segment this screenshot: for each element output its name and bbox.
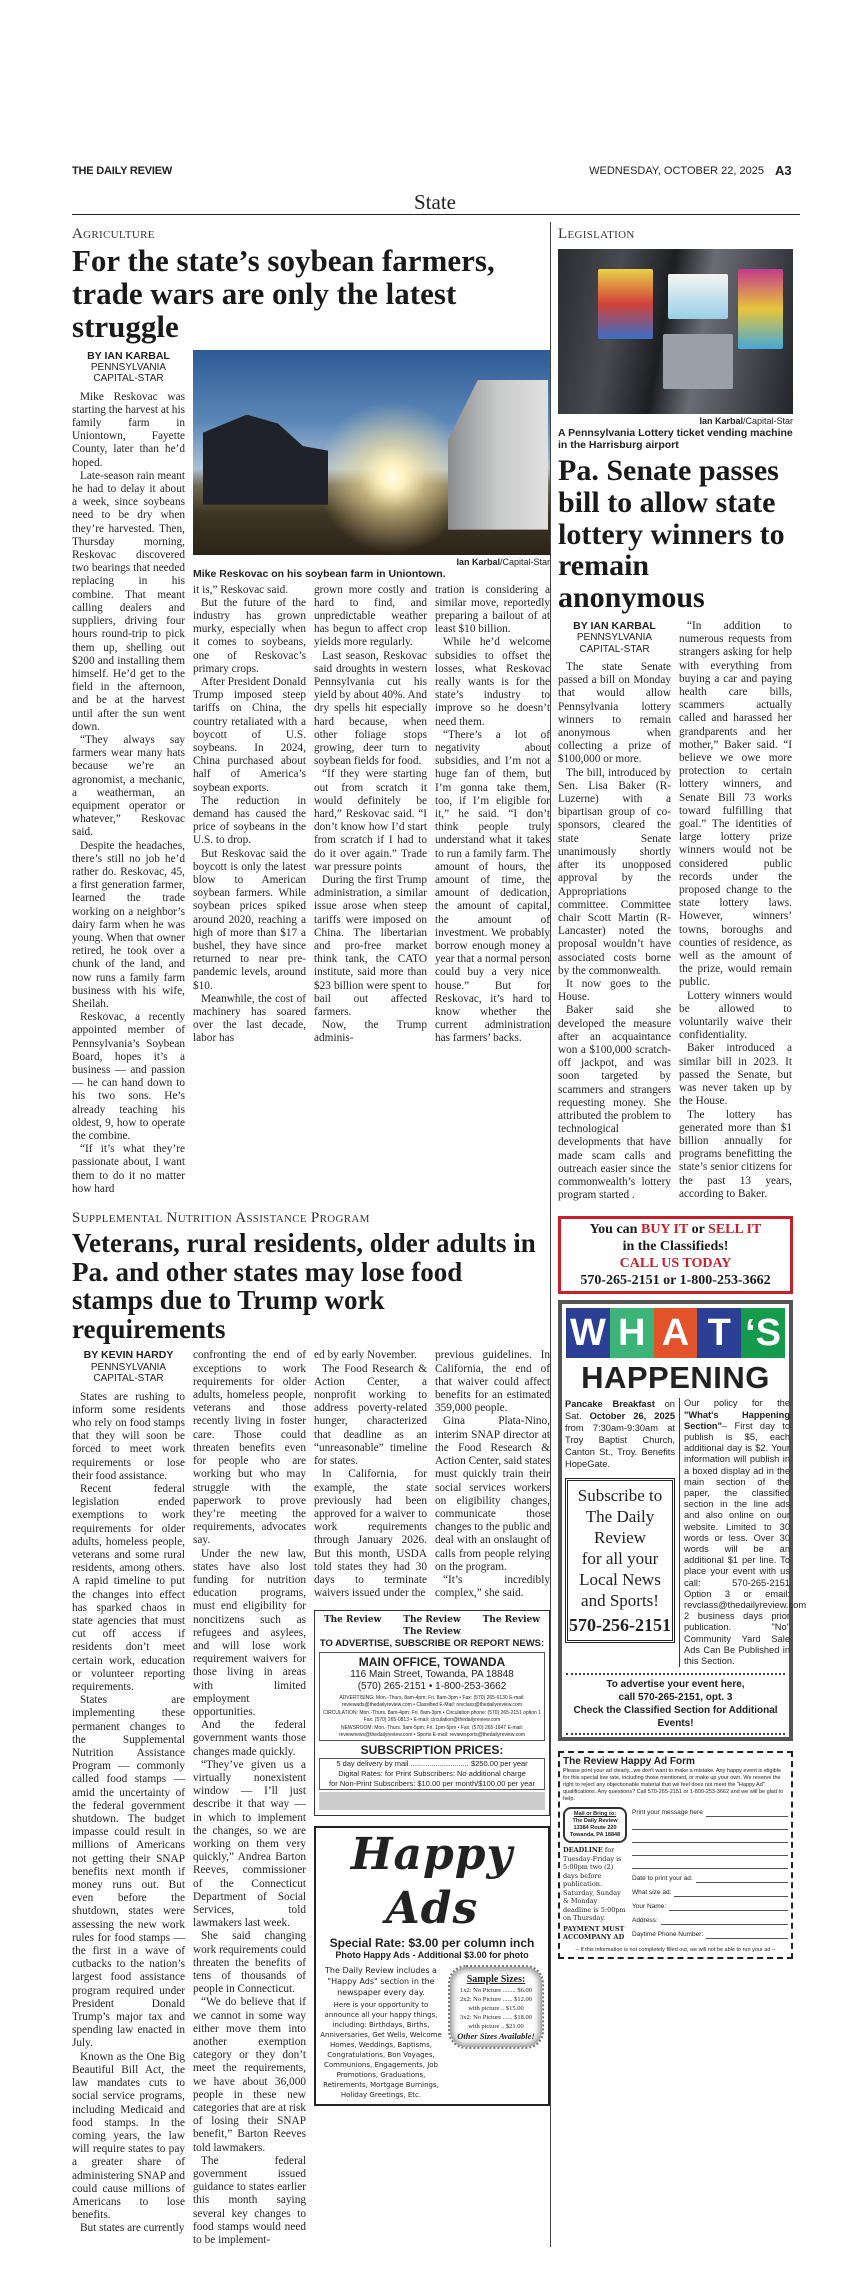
- paragraph: “We do believe that if we cannot in some way either move them into another exemption category or they don’t meet the requirements, we have about 36,000 people in these new categories that are at risk of losing their SNAP benefit,” Barton Reeves told lawmakers.: [193, 1996, 306, 2154]
- message-input[interactable]: [632, 1817, 788, 1830]
- footer-line: To advertise your event here,: [606, 1679, 745, 1691]
- snap-headline: Veterans, rural residents, older adults in Pa. and other states may lose food stamps due to Trump work requirements: [72, 1228, 536, 1344]
- date-input[interactable]: [696, 1875, 788, 1883]
- byline-affiliation: PENNSYLVANIA CAPITAL-STAR: [90, 1361, 167, 1385]
- paragraph: And the federal government wants those changes made quickly.: [193, 1719, 306, 1758]
- newsroom-info: NEWSROOM: Mon.-Thurs. 9am-5pm; Fri. 1pm-5pm • Fax: (570) 265-1647 E-mail: reviewnews@thedailyreview.com • Sports E-mail: reviewsports@thedailyreview.com: [338, 1725, 526, 1738]
- subscribe-ad: [565, 1478, 675, 1643]
- field-label: Print your message here: [632, 1809, 703, 1817]
- paragraph: She said changing work requirements could threaten the benefits of tens of thousands of people in Connecticut.: [193, 1930, 306, 1996]
- photo-caption: A Pennsylvania Lottery ticket vending machine in the Harrisburg airport: [558, 427, 793, 451]
- advertise-footer: [566, 1673, 785, 1735]
- paragraph: But the future of the industry has grown murky, especially when it comes to soybeans, one of Reskovac’s primary crops.: [193, 596, 306, 675]
- banner-text: The Review: [482, 1615, 541, 1626]
- article-column: [314, 1349, 427, 1600]
- paragraph: The state Senate passed a bill on Monday that would allow Pennsylvania lottery winners to remain anonymous when collecting a prize of $100,000 or more.: [558, 661, 671, 766]
- phone-input[interactable]: [706, 1931, 788, 1939]
- paragraph: States are rushing to inform some residents who rely on food stamps that they will soon be forced to meet work requirements or lose their food assistance.: [72, 1390, 185, 1482]
- policy-part: Our policy for the: [684, 1398, 790, 1409]
- photo-caption: Mike Reskovac on his soybean farm in Uniontown.: [193, 567, 446, 580]
- message-input[interactable]: [706, 1809, 788, 1817]
- ad-text: SELL IT: [708, 1222, 762, 1238]
- ad-phone: 570-265-2151 or 1-800-253-3662: [580, 1273, 771, 1289]
- soybean-farm-photo: [193, 350, 550, 555]
- snap-article: [72, 1349, 550, 2247]
- subscribe-line: and Sports!: [581, 1591, 659, 1611]
- mail-price: 5 day delivery by mail ............................ $250.00 per year: [336, 1759, 528, 1769]
- paragraph: The reduction in demand has caused the price of soybeans in the U.S. to drop.: [193, 794, 306, 847]
- whats-letter-tile: A: [654, 1308, 698, 1358]
- paragraph: States are implementing these permanent changes to the Supplemental Nutrition Assistance Program — commonly called food stamps — amid the uncertainty of the federal government shutdown. The budget impasse could result in millions of Americans not getting their SNAP benefits next month if money runs out. But even before the shutdown, states were assessing the new work rules for food stamps — the first in a wave of cutbacks to the nation’s largest food assistance program required under President Donald Trump’s major tax and spending law enacted in July.: [72, 1694, 185, 2050]
- message-input[interactable]: [632, 1830, 788, 1843]
- subscribe-line: The Daily Review: [585, 1507, 655, 1548]
- article-column: [314, 584, 427, 1046]
- article-column: [72, 1391, 185, 2236]
- field-label: Address:: [632, 1917, 658, 1925]
- paragraph: tration is considering a similar move, reportedly preparing a bailout of at least $10 billion.: [435, 583, 550, 636]
- field-label: What size ad:: [632, 1889, 672, 1897]
- name-input[interactable]: [669, 1903, 788, 1911]
- grain-cart: [448, 380, 548, 530]
- byline-name: BY IAN KARBAL: [87, 349, 170, 362]
- byline-affiliation: PENNSYLVANIA CAPITAL-STAR: [576, 632, 653, 655]
- right-section: [550, 222, 807, 2247]
- paragraph: Baker said she developed the measure after an acquaintance won a $100,000 scratch-off jackpot, and was soon targeted by scammers and strangers requesting money. She attributed the problem to technological developments that have made scam calls and outreach easier since the commonwealth’s lottery program started .: [558, 1004, 671, 1202]
- policy-part: "What's Happening Section": [684, 1409, 790, 1431]
- sample-sizes-box: [448, 1965, 544, 2049]
- digital-rate-nonprint: for Non-Print Subscribers: $10.00 per month/$100.00 per year: [329, 1779, 535, 1789]
- paragraph: In California, for example, the state previously had been approved for a waiver to work requirements through January 2026. But this month, USDA told states they had 30 days to terminate waivers issued under the: [314, 1468, 427, 1600]
- form-footer: -- If this information is not completely filled out, we will not be able to run your ad --: [575, 1946, 776, 1953]
- article-column: [558, 661, 671, 1202]
- paragraph: previous guidelines. In California, the end of that waiver could affect benefits for an estimated 359,000 people.: [435, 1349, 550, 1415]
- credit-org: /Capital-Star: [499, 556, 550, 567]
- message-input[interactable]: [632, 1856, 788, 1869]
- paragraph: Gina Plata-Nino, interim SNAP director at the Food Research & Action Center, said states must quickly train their social services workers on eligibility changes, communicate those changes to the public and deal with an onslaught of calls from people relying on the program.: [435, 1415, 550, 1573]
- paragraph: “If they were starting out from scratch it would definitely be hard,” Reskovac said. “I don’t know how I’d start from scratch if I had to do it over again.” Trade war pressure points: [314, 768, 427, 873]
- size-option: 3x2: No Picture ...... $18.00: [459, 2014, 533, 2022]
- soybean-kicker: Agriculture: [72, 226, 155, 242]
- paragraph: Lottery winners would be allowed to voluntarily waive their confidentiality.: [679, 989, 792, 1042]
- form-intro: Please print your ad clearly...we don't want to make a mistake. Any happy event is eligible for this special low rate, including those mentioned, or make up your own. We reserve the right to reject any objectionable material that we feel does not meet the "Happy Ad" qualifications. Any questions? Call 570-265-2151 or 1-800-253-3662 and we will be glad to help.: [563, 1768, 784, 1803]
- snap-kicker: Supplemental Nutrition Assistance Program: [72, 1210, 370, 1227]
- article-column: [679, 620, 792, 1202]
- policy-part: – First day to publish is $5, each additional day is $2. Your information will publish in a boxed display ad in the main section of the paper, the classified section in the line ads and also online on our website. Limited to 30 words or less. Over 30 words will be an additional $1 per line. To place your event with us call: 570-265-2151 Option 3 or email: revclass@thedailyreview.com 2 business days prior publication. "No" Community Yard Sale Ads Can Be Published in this Section.: [684, 1420, 807, 1667]
- soybean-article: [72, 349, 550, 1196]
- happy-ads-body: Here is your opportunity to announce all your happy things, including: Birthdays, Births, Anniversaries, Get Wells, Welcome Homes, Weddings, Baptisms, Congratulations, Bon Voyages, Communions, Engagements, Job Promotions, Graduations, Retirements, Mortgage Burnings, Holiday Greetings, Etc.: [320, 2001, 442, 2100]
- article-column: [193, 584, 306, 1046]
- office-name: MAIN OFFICE, TOWANDA: [358, 1655, 506, 1670]
- size-option: with picture .. $15.00: [468, 2005, 524, 2013]
- review-banner: [315, 1611, 549, 1638]
- footer-line: call 570-265-2151, opt. 3: [618, 1692, 733, 1704]
- mail-line: Mail or Bring to:: [573, 1811, 617, 1818]
- field-label: Your Name:: [632, 1903, 667, 1911]
- paragraph: grown more costly and hard to find, and unpredictable weather has begun to affect crop yields more regularly.: [314, 583, 427, 649]
- article-column: [72, 391, 185, 1196]
- prices-heading: SUBSCRIPTION PRICES:: [360, 1743, 504, 1758]
- subscribe-line: for all your: [581, 1549, 659, 1569]
- paragraph: “They’ve given us a virtually nonexistent window — I’ll just describe it that way — in which to implement the changes, so we are working on them very quickly,” Andrea Barton Reeves, commissioner of the Connecticut Department of Social Services, told lawmakers last week.: [193, 1758, 306, 1930]
- deadline-detail: for Tuesday-Friday is 5:00pm two (2) days before publication. Saturday, Sunday & Monday deadline is 5:00pm on Thursday.: [563, 1846, 626, 1923]
- ad-text: in the Classifieds!: [622, 1239, 729, 1255]
- happy-ads-intro: The Daily Review includes a "Happy Ads" section in the newspaper every day.: [325, 1966, 437, 1998]
- snap-byline: [72, 1349, 185, 1384]
- lottery-byline: [558, 620, 671, 655]
- policy-text: [679, 1398, 807, 1667]
- machine-screen: [668, 274, 728, 319]
- soybean-byline: [72, 350, 185, 385]
- banner-text: The Review: [403, 1615, 461, 1626]
- payment-note: PAYMENT MUST ACCOMPANY AD: [563, 1924, 625, 1942]
- paragraph: But Reskovac said the boycott is only the latest blow to American soybean farmers. While soybean prices spiked around 2020, reaching a high of more than $17 a bushel, they have since returned to near pre-pandemic levels, around $10.: [193, 847, 306, 992]
- sizes-title: Sample Sizes:: [466, 1974, 526, 1986]
- mail-line: Towanda, PA 18848: [569, 1832, 621, 1839]
- paragraph: Mike Reskovac was starting the harvest at his family farm in Uniontown, Fayette County, later than he’d hoped.: [72, 390, 185, 469]
- subscribe-line: Subscribe to: [577, 1486, 663, 1506]
- ad-text: or: [688, 1222, 709, 1238]
- lottery-kicker: Legislation: [558, 226, 635, 242]
- mail-line: 13384 Route 220: [573, 1825, 617, 1832]
- newspaper-name: THE DAILY REVIEW: [72, 165, 173, 177]
- left-section: [72, 222, 550, 2247]
- paragraph: The Food Research & Action Center, a nonprofit working to address poverty-related hunger, characterized that deadline as an “unreasonable” timeline for states.: [314, 1362, 427, 1468]
- advertising-info: ADVERTISING: Mon.-Thurs. 8am-4pm; Fri. 8am-3pm • Fax: (570) 265-6130 E-mail: reviewads@thedailyreview.com • Classified E-Mail: revclass@thedailyreview.com: [339, 1695, 525, 1708]
- paragraph: But states are currently: [80, 2222, 185, 2235]
- paragraph: “In addition to numerous requests from strangers asking for help with everything from buying a car and paying health care bills, scammers actually called and harassed her grandparents and her mother,” Baker said. “I believe we owe more protection to certain lottery winners, and Senate Bill 73 works toward fulfilling that goal.” The identities of large lottery prize winners would not be considered public records under the proposed change to the state lottery laws. However, winners’ towns, boroughs and counties of residence, as well as the amount of the prize, would remain public.: [679, 619, 792, 989]
- machine-screen: [598, 269, 653, 339]
- lottery-article: [558, 620, 800, 1202]
- classifieds-ad: [558, 1216, 793, 1294]
- lottery-machine-photo: [558, 249, 793, 414]
- paragraph: “There’s a lot of negativity about subsidies, and I’m not a huge fan of them, but I’m gonna take them, too, if I’m eligible for it,” he said. “I don’t think people truly understand what it takes to run a family farm. The amount of hours, the amount of time, the amount of dedication, the amount of capital, the amount of investment. We probably borrow enough money a year that a normal person could buy a very nice house.” But for Reskovac, it’s hard to know whether the current administration has farmers’ backs.: [435, 728, 550, 1045]
- section-title: State: [414, 190, 456, 214]
- header-rule: [72, 214, 800, 215]
- paragraph: The federal government issued guidance to states earlier this month saying several key changes to food stamps would need to be implement-: [193, 2154, 306, 2247]
- whats-letter-tile: W: [566, 1308, 610, 1358]
- happy-ads-box: [314, 1826, 550, 2106]
- paragraph: “If it’s what they’re passionate about, I want them to do it no matter how hard: [72, 1143, 185, 1195]
- paragraph: Late-season rain meant he had to delay it about a week, since soybeans need to be dry when they’re harvested. Then, Thursday morning, Reskovac discovered two bearings that needed replacing in his combine. That meant calling dealers and suppliers, driving four hours round-trip to pick them up, shelling out $200 and installing them himself. He’d get to the field in the afternoon, and be at the harvest until after the sun went down.: [72, 469, 185, 733]
- paragraph: It now goes to the House.: [558, 977, 671, 1004]
- byline-name: BY IAN KARBAL: [573, 619, 656, 632]
- event-text: from 7:30am-9:30am at Troy Baptist Church, Canton St., Troy. Benefits HopeGate.: [565, 1423, 675, 1470]
- mail-line: The Daily Review: [572, 1818, 618, 1825]
- paragraph: Baker introduced a similar bill in 2023. It passed the Senate, but was never taken up by the House.: [679, 1042, 792, 1108]
- special-rate: Special Rate: $3.00 per column inch: [329, 1936, 535, 1951]
- paragraph: “It’s incredibly complex,” she said.: [435, 1573, 550, 1600]
- event-listing: [565, 1398, 675, 1470]
- paragraph: While he’d welcome subsidies to offset the losses, what Reskovac really wants is for the state’s industry to improve so he doesn’t need them.: [435, 636, 550, 728]
- paragraph: After President Donald Trump imposed steep tariffs on China, the country retaliated with a boycott of U.S. soybeans. In 2024, China purchased about half of America’s soybean exports.: [193, 676, 306, 794]
- ad-text: BUY IT: [640, 1222, 689, 1238]
- article-column: [435, 584, 550, 1046]
- page-body: [72, 222, 807, 2287]
- paragraph: confronting the end of exceptions to work requirements for older adults, homeless people, veterans and those recently living in foster care. Those could threaten benefits even for people who are working but who may struggle with the paperwork to prove they’re meeting the requirements, advocates say.: [193, 1349, 306, 1547]
- ad-text: CALL US TODAY: [619, 1256, 732, 1272]
- digital-rate-print: Digital Rates: for Print Subscribers: No additional charge: [338, 1769, 526, 1779]
- machine-panel: [663, 334, 733, 389]
- paragraph: Recent federal legislation ended exemptions to work requirements for older adults, homeless people, veterans and some rural residents, among others. A rapid timeline to put the changes into effect has sparked chaos in state agencies that must cut off access if residents don’t meet certain work, education or volunteer reporting requirements.: [72, 1482, 185, 1693]
- happy-ads-title: Happy Ads: [350, 1829, 514, 1935]
- article-column: [435, 1349, 550, 1600]
- paragraph: Last season, Reskovac said droughts in western Pennsylvania cut his yield by about 40%. And dry spells hit especially hard because, when other foliage stops growing, deer turn to soybean fields for food.: [314, 649, 427, 768]
- paragraph: “They always say farmers wear many hats because we’re an agronomist, a mechanic, a weatherman, an equipment operator or whatever,” Reskovac said.: [72, 733, 185, 839]
- address-input[interactable]: [661, 1917, 788, 1925]
- paragraph: The bill, introduced by Sen. Lisa Baker (R-Luzerne) with a bipartisan group of co-sponsors, cleared the state Senate unanimously shortly after its unopposed approval by the Appropriations committee. Committee chair Scott Martin (R-Lancaster) noted the proposal wouldn’t have associated costs borne by the commonwealth.: [558, 766, 671, 977]
- photo-credit: [558, 416, 793, 427]
- happy-ad-form: [558, 1751, 793, 1959]
- deadline-text: [563, 1846, 627, 1923]
- event-name: Pancake Breakfast: [565, 1399, 655, 1410]
- whats-letter-tile: ‘S: [741, 1308, 785, 1358]
- paragraph: Now, the Trump adminis-: [314, 1019, 427, 1045]
- article-column: [193, 1349, 306, 2247]
- paragraph: The lottery has generated more than $1 billion annually for programs benefitting the state’s senior citizens for the past 13 years, according to Baker.: [679, 1108, 792, 1200]
- mail-address-box: [563, 1807, 627, 1843]
- paragraph: Reskovac, a recently appointed member of Pennsylvania’s Soybean Board, hopes it’s a business — and passion — he can hand down to his two sons. He’s already teaching his oldest, 9, how to operate the combine.: [72, 1011, 185, 1143]
- footer-line: Check the Classified Section for Additional Events!: [573, 1705, 778, 1730]
- paragraph: During the first Trump administration, a similar issue arose when steep tariffs were imposed on China. The libertarian and pro-free market think tank, the CATO institute, said more than $23 billion were spent to bail out affected farmers.: [314, 874, 427, 1019]
- credit-name: Ian Karbal: [456, 556, 500, 567]
- event-date: October 26, 2025: [589, 1411, 675, 1422]
- size-input[interactable]: [674, 1889, 788, 1897]
- deadline-label: DEADLINE: [563, 1846, 603, 1855]
- byline-name: BY KEVIN HARDY: [83, 1349, 174, 1362]
- field-label: Daytime Phone Number:: [632, 1931, 704, 1939]
- message-input[interactable]: [632, 1843, 788, 1856]
- happening-title: HAPPENING: [581, 1360, 770, 1396]
- event-text: on Sat.: [565, 1399, 675, 1422]
- subscribe-phone: 570-256-2151: [569, 1615, 671, 1636]
- office-phones: (570) 265-2151 • 1-800-253-3662: [357, 1681, 507, 1693]
- credit-org: /Capital-Star: [742, 416, 793, 426]
- subscribe-line: Local News: [579, 1570, 661, 1590]
- paragraph: Known as the One Big Beautiful Bill Act, the law mandates cuts to social service programs, including Medicaid and food stamps. In the coming years, the law will require states to pay a greater share of administering SNAP and could cause millions of Americans to lose benefits.: [72, 2050, 185, 2222]
- size-option: 1x2: No Picture ........ $6.00: [459, 1987, 533, 1995]
- whats-letters: [566, 1308, 785, 1358]
- form-title: The Review Happy Ad Form: [563, 1756, 695, 1768]
- issue-date: WEDNESDAY, OCTOBER 22, 2025: [589, 165, 764, 177]
- whats-happening-box: [558, 1300, 807, 1741]
- size-option: with picture .. $21.00: [468, 2023, 524, 2031]
- paragraph: Under the new law, states have also lost funding for nutrition education programs, must end eligibility for noncitizens such as refugees and asylees, and will lose work requirement waivers for those living in areas with limited employment opportunities.: [193, 1547, 306, 1718]
- paragraph: Despite the headaches, there’s still no job he’d rather do. Reskovac, 45, a first generation farmer, learned the trade working on a neighbor’s dairy farm when he was young. When that owner retired, he took over a chunk of the land, and now runs a family farm business with his wife, Sheilah.: [72, 839, 185, 1010]
- other-sizes: Other Sizes Available!: [457, 2031, 535, 2042]
- paragraph: ed by early November.: [314, 1349, 417, 1362]
- photo-rate: Photo Happy Ads - Additional $3.00 for photo: [335, 1950, 529, 1961]
- page-number: A3: [775, 163, 792, 178]
- size-option: 2x2: No Picture ...... $12.00: [459, 1996, 533, 2004]
- subscription-info-box: [314, 1610, 550, 1816]
- whats-letter-tile: T: [697, 1308, 741, 1358]
- paragraph: Meanwhile, the cost of machinery has soared over the last decade, labor has: [193, 992, 306, 1045]
- office-address: 116 Main Street, Towanda, PA 18848: [350, 1669, 514, 1681]
- fine-print: [319, 1792, 545, 1810]
- soybean-headline: For the state’s soybean farmers, trade wars are only the latest struggle: [72, 243, 495, 344]
- ad-text: You can: [589, 1222, 641, 1238]
- paragraph: it is,” Reskovac said.: [193, 583, 289, 596]
- photo-credit: [193, 557, 550, 568]
- box-heading: TO ADVERTISE, SUBSCRIBE OR REPORT NEWS:: [319, 1638, 545, 1650]
- credit-name: Ian Karbal: [699, 416, 743, 426]
- machine-screen: [738, 269, 783, 349]
- byline-affiliation: PENNSYLVANIA CAPITAL-STAR: [90, 361, 167, 385]
- banner-text: The Review: [403, 1627, 461, 1638]
- combine-silhouette: [203, 415, 328, 505]
- lottery-headline: Pa. Senate passes bill to allow state lottery winners to remain anonymous: [558, 454, 785, 615]
- field-label: Date to print your ad:: [632, 1875, 693, 1883]
- banner-text: The Review: [323, 1615, 382, 1626]
- circulation-info: CIRCULATION: Mon.-Thurs. 8am-4pm; Fri. 8am-3pm • Circulation phone: (570) 265-2151 option 1 Fax: (570) 265-0813 • E-mail: circulation@thedailyreview.com: [323, 1710, 541, 1723]
- whats-letter-tile: H: [610, 1308, 654, 1358]
